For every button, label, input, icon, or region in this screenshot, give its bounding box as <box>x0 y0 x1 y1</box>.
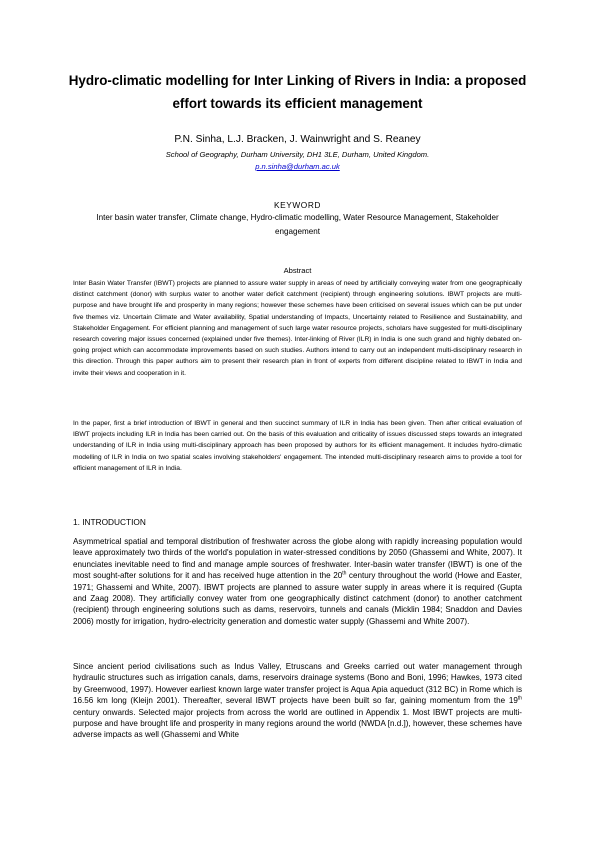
intro-p1-text-a: Asymmetrical spatial and temporal distribution of freshwater across the globe along with rapidly increasing population would leave approximately two thirds of the world's population in water-stressed conditions by 2050 (Ghassemi and White, 2007). It enunciates inevitable need to find and manage ample sources of freshwater. Inter-basin water transfer (IBWT) is one of the most sought-after solutions for it and has received huge attention in the 20 <box>73 537 522 581</box>
abstract-paragraph-2: In the paper, first a brief introduction of IBWT in general and then succinct summary of ILR in India has been given. Then after critical evaluation of IBWT projects including ILR in India has been carried out. On the basis of this evaluation and criticality of issues discussed steps towards an integrated understanding of ILR in India using multi-disciplinary approach has been proposed by authors for its efficient management. It includes hydro-climatic modelling of ILR in India on two spatial scales involving stakeholders' engagement. The intended multi-disciplinary research aims to provide a tool for efficient management of ILR in India. <box>73 420 522 472</box>
email-link[interactable]: p.n.sinha@durham.ac.uk <box>255 162 340 171</box>
intro-p2-superscript: th <box>517 695 522 702</box>
section-heading-introduction: 1. INTRODUCTION <box>73 517 146 527</box>
abstract-heading: Abstract <box>283 266 312 275</box>
intro-p2-text-a: Since ancient period civilisations such as Indus Valley, Etruscans and Greeks carried out water management through hydraulic structures such as irrigation canals, dams, reservoirs drainage systems (Bono and Boni, 1996; Hawkes, 1973 cited by Greenwood, 1997). However earliest known large water transfer project is Aqua Apia aqueduct (312 BC) in Rome which is 16.56 km long (Kleijn 2001). Thereafter, several IBWT projects have been built so far, gaining momentum from the 19 <box>73 662 522 706</box>
intro-paragraph-1 <box>73 536 522 627</box>
intro-p1-superscript: th <box>342 570 347 577</box>
abstract-paragraph-1: Inter Basin Water Transfer (IBWT) projects are planned to assure water supply in areas of need by artificially conveying water from one geographically distinct catchment (donor) with surplus water to another water deficit catchment (recipient) through engineering solutions. IBWT projects are multi-purpose and have brought life and prosperity in many regions; however these schemes have been criticised on several issues which can be put under five themes viz. Uncertain Climate and Water availability, Spatial understanding of Impacts, Uncertainty related to Resilience and Sustainability, and Stakeholder Engagement. For efficient planning and management of such large water resource projects, scholars have suggested for multi-disciplinary research covering major issues concerned (explained under five themes). Inter-linking of River (ILR) in India is one such grand and highly debated on-going project which can accommodate improvements based on such studies. Authors intend to carry out an independent multi-disciplinary research in this direction. Through this paper authors aim to present their research plan in front of experts from different discipline related to IBWT in India and invite their views and cooperation in it. <box>73 280 522 377</box>
paper-title: Hydro-climatic modelling for Inter Linking of Rivers in India: a proposed effort towards its efficient management <box>68 73 527 111</box>
intro-p1-text-b: century throughout the world (Howe and Easter, 1971; Ghassemi and White, 2007). IBWT projects are planned to assure water supply in areas where it is required (Gupta and Zaag 2008). They artificially convey water from one geographically distinct catchment (donor) to another catchment (recipient) through engineering solutions such as dams, reservoirs, tunnels and canals (Micklin 1984; Snaddon and Davies 2006) mostly for irrigation, hydro-electricity generation and domestic water supply (Ghassemi and White 2007). <box>73 571 522 626</box>
intro-p2-text-b: century onwards. Selected major projects from across the world are outlined in Appendix 1. Most IBWT projects are multi-purpose and have brought life and prosperity in many regions around the world (NWDA [n.d.]), however, these schemes have adverse impacts as well (Ghassemi and White <box>73 707 522 740</box>
paper-email <box>0 162 595 171</box>
paper-affiliation: School of Geography, Durham University, DH1 3LE, Durham, United Kingdom. <box>165 150 430 159</box>
paper-authors: P.N. Sinha, L.J. Bracken, J. Wainwright and S. Reaney <box>174 134 421 145</box>
keywords-heading: KEYWORD <box>273 200 322 210</box>
keywords-text: Inter basin water transfer, Climate change, Hydro-climatic modelling, Water Resource Management, Stakeholder engagement <box>96 213 499 236</box>
intro-paragraph-2 <box>73 661 522 741</box>
